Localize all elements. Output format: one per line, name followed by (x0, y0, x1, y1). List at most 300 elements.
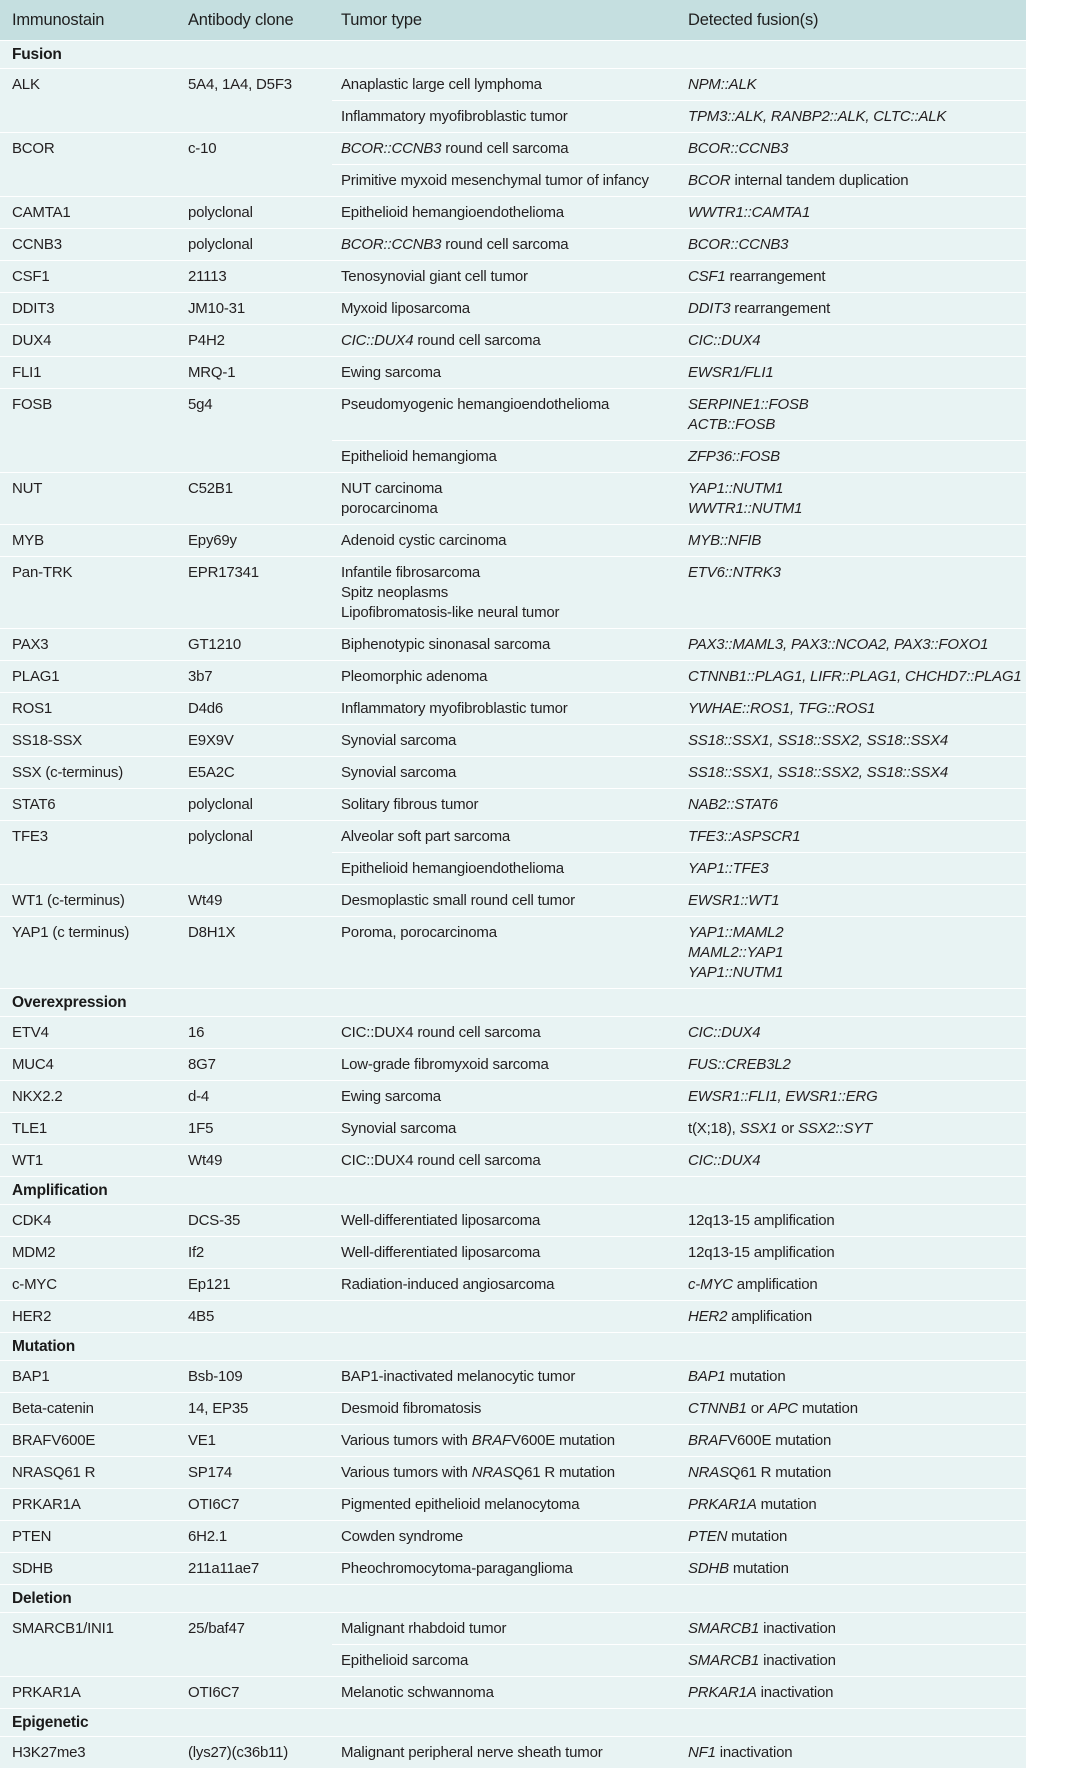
cell-tumor-type (332, 1489, 679, 1520)
cell-tumor-type (332, 1113, 679, 1144)
tumor-fusion-row (332, 1521, 1026, 1552)
tumor-fusion-group (332, 1145, 1026, 1176)
cell-immunostain: FOSB (12, 396, 53, 413)
cell-detected-fusion (679, 1237, 1026, 1268)
tumor-fusion-row (332, 1145, 1026, 1176)
tumor-fusion-group (332, 69, 1026, 132)
tumor-fusion-row (332, 100, 1026, 132)
tumor-fusion-group (332, 1017, 1026, 1048)
fusion-line: SERPINE1::FOSB (688, 396, 809, 413)
cell-immunostain: STAT6 (12, 796, 56, 813)
cell-immunostain: HER2 (12, 1308, 52, 1325)
tumor-line: Solitary fibrous tumor (341, 796, 479, 813)
tumor-fusion-row (332, 1049, 1026, 1080)
cell-antibody-clone: D8H1X (188, 924, 236, 941)
tumor-line: Various tumors with NRASQ61 R mutation (341, 1464, 615, 1481)
fusion-line: TFE3::ASPSCR1 (688, 828, 801, 845)
tumor-line: Synovial sarcoma (341, 764, 457, 781)
tumor-fusion-row (332, 917, 1026, 988)
table-body (0, 40, 1026, 1768)
fusion-line: TPM3::ALK, RANBP2::ALK, CLTC::ALK (688, 108, 947, 125)
fusion-line: NRASQ61 R mutation (688, 1464, 832, 1481)
cell-detected-fusion (679, 1017, 1026, 1048)
tumor-fusion-row (332, 1677, 1026, 1708)
table-row (0, 1612, 1026, 1676)
cell-tumor-type (332, 1205, 679, 1236)
tumor-fusion-row (332, 821, 1026, 852)
cell-antibody-clone: 211a11ae7 (188, 1560, 260, 1577)
table-row (0, 524, 1026, 556)
tumor-fusion-group (332, 1677, 1026, 1708)
tumor-line: Myxoid liposarcoma (341, 300, 470, 317)
tumor-fusion-row (332, 1613, 1026, 1644)
tumor-line: Epithelioid hemangioendothelioma (341, 860, 564, 877)
table-row (0, 1736, 1026, 1768)
tumor-fusion-row (332, 693, 1026, 724)
table-row (0, 660, 1026, 692)
tumor-fusion-group (332, 1521, 1026, 1552)
cell-immunostain: TFE3 (12, 828, 48, 845)
tumor-line: Various tumors with BRAFV600E mutation (341, 1432, 615, 1449)
cell-tumor-type (332, 69, 679, 100)
cell-antibody-clone: 6H2.1 (188, 1528, 228, 1545)
tumor-line: porocarcinoma (341, 500, 438, 517)
cell-tumor-type (332, 1425, 679, 1456)
cell-tumor-type (332, 1737, 679, 1768)
tumor-fusion-group (332, 757, 1026, 788)
cell-detected-fusion (679, 757, 1026, 788)
section-heading: Mutation (0, 1332, 1026, 1360)
cell-immunostain: MUC4 (12, 1056, 54, 1073)
tumor-fusion-row (332, 1361, 1026, 1392)
table-row (0, 1552, 1026, 1584)
tumor-fusion-row (332, 133, 1026, 164)
header-detected-fusions: Detected fusion(s) (688, 10, 819, 29)
tumor-fusion-row (332, 629, 1026, 660)
cell-detected-fusion (679, 1521, 1026, 1552)
tumor-line: Synovial sarcoma (341, 732, 457, 749)
tumor-line: Malignant rhabdoid tumor (341, 1620, 507, 1637)
cell-immunostain: CSF1 (12, 268, 50, 285)
cell-antibody-clone: Wt49 (188, 1152, 223, 1169)
fusion-line: YAP1::NUTM1 (688, 964, 784, 981)
fusion-line: SDHB mutation (688, 1560, 789, 1577)
cell-tumor-type (332, 1301, 679, 1332)
cell-detected-fusion (679, 1425, 1026, 1456)
fusion-line: PRKAR1A inactivation (688, 1684, 834, 1701)
table-row (0, 388, 1026, 472)
table-row (0, 260, 1026, 292)
cell-antibody-clone: SP174 (188, 1464, 233, 1481)
table-row (0, 1300, 1026, 1332)
cell-detected-fusion (679, 1269, 1026, 1300)
table-row (0, 1424, 1026, 1456)
cell-detected-fusion (679, 885, 1026, 916)
fusion-line: 12q13-15 amplification (688, 1212, 835, 1229)
cell-antibody-clone: c-10 (188, 140, 217, 157)
tumor-fusion-group (332, 229, 1026, 260)
cell-antibody-clone: 5A4, 1A4, D5F3 (188, 76, 292, 93)
fusion-line: t(X;18), SSX1 or SSX2::SYT (688, 1120, 873, 1137)
table-row (0, 820, 1026, 884)
tumor-fusion-group (332, 473, 1026, 524)
tumor-fusion-row (332, 261, 1026, 292)
tumor-line: Tenosynovial giant cell tumor (341, 268, 528, 285)
cell-tumor-type (332, 1237, 679, 1268)
tumor-fusion-row (332, 389, 1026, 440)
cell-antibody-clone: 3b7 (188, 668, 213, 685)
cell-immunostain: c-MYC (12, 1276, 57, 1293)
tumor-fusion-row (332, 1269, 1026, 1300)
tumor-fusion-row (332, 725, 1026, 756)
cell-immunostain: PAX3 (12, 636, 49, 653)
cell-tumor-type (332, 725, 679, 756)
tumor-line: Pseudomyogenic hemangioendothelioma (341, 396, 610, 413)
fusion-line: YAP1::MAML2 (688, 924, 784, 941)
tumor-line: Pigmented epithelioid melanocytoma (341, 1496, 580, 1513)
cell-immunostain: CAMTA1 (12, 204, 71, 221)
fusion-line: CIC::DUX4 (688, 1024, 761, 1041)
cell-immunostain: H3K27me3 (12, 1744, 86, 1761)
cell-detected-fusion (679, 357, 1026, 388)
cell-immunostain: CCNB3 (12, 236, 62, 253)
tumor-line: Cowden syndrome (341, 1528, 464, 1545)
tumor-fusion-group (332, 357, 1026, 388)
cell-tumor-type (332, 525, 679, 556)
cell-detected-fusion (679, 917, 1026, 988)
fusion-line: PRKAR1A mutation (688, 1496, 817, 1513)
tumor-fusion-group (332, 1553, 1026, 1584)
cell-immunostain: FLI1 (12, 364, 42, 381)
tumor-fusion-group (332, 725, 1026, 756)
tumor-line: BCOR::CCNB3 round cell sarcoma (341, 140, 569, 157)
cell-detected-fusion (679, 69, 1026, 100)
tumor-fusion-row (332, 325, 1026, 356)
cell-immunostain: SDHB (12, 1560, 53, 1577)
tumor-fusion-row (332, 229, 1026, 260)
fusion-line: NPM::ALK (688, 76, 757, 93)
cell-detected-fusion (679, 165, 1026, 196)
tumor-fusion-row (332, 852, 1026, 884)
cell-antibody-clone: 14, EP35 (188, 1400, 249, 1417)
table-row (0, 1112, 1026, 1144)
fusion-line: PAX3::MAML3, PAX3::NCOA2, PAX3::FOXO1 (688, 636, 989, 653)
cell-tumor-type (332, 1457, 679, 1488)
cell-detected-fusion (679, 1553, 1026, 1584)
cell-antibody-clone: 16 (188, 1024, 205, 1041)
tumor-fusion-group (332, 325, 1026, 356)
tumor-fusion-row (332, 69, 1026, 100)
cell-detected-fusion (679, 1737, 1026, 1768)
fusion-line: FUS::CREB3L2 (688, 1056, 791, 1073)
tumor-fusion-row (332, 164, 1026, 196)
cell-tumor-type (332, 261, 679, 292)
tumor-fusion-group (332, 557, 1026, 628)
cell-detected-fusion (679, 197, 1026, 228)
tumor-fusion-group (332, 629, 1026, 660)
table-row (0, 692, 1026, 724)
tumor-fusion-group (332, 661, 1026, 692)
cell-tumor-type (332, 1613, 679, 1644)
cell-immunostain: WT1 (c-terminus) (12, 892, 125, 909)
tumor-line: Melanotic schwannoma (341, 1684, 494, 1701)
cell-tumor-type (332, 441, 679, 472)
cell-detected-fusion (679, 1613, 1026, 1644)
cell-tumor-type (332, 1553, 679, 1584)
fusion-line: ACTB::FOSB (688, 416, 776, 433)
cell-immunostain: Beta-catenin (12, 1400, 94, 1417)
cell-antibody-clone: Ep121 (188, 1276, 231, 1293)
cell-detected-fusion (679, 1457, 1026, 1488)
tumor-fusion-group (332, 1301, 1026, 1332)
cell-tumor-type (332, 1081, 679, 1112)
header-antibody-clone: Antibody clone (188, 10, 294, 29)
tumor-fusion-group (332, 1237, 1026, 1268)
table-row (0, 916, 1026, 988)
tumor-fusion-row (332, 525, 1026, 556)
cell-immunostain: SSX (c-terminus) (12, 764, 123, 781)
fusion-line: HER2 amplification (688, 1308, 812, 1325)
tumor-fusion-group (332, 1269, 1026, 1300)
tumor-line: Epithelioid hemangioendothelioma (341, 204, 564, 221)
tumor-line: Primitive myxoid mesenchymal tumor of infancy (341, 172, 649, 189)
cell-tumor-type (332, 917, 679, 988)
cell-immunostain: SS18-SSX (12, 732, 83, 749)
cell-detected-fusion (679, 389, 1026, 440)
section-heading: Fusion (0, 40, 1026, 68)
cell-antibody-clone: 5g4 (188, 396, 213, 413)
cell-immunostain: BAP1 (12, 1368, 50, 1385)
cell-immunostain: ALK (12, 76, 40, 93)
tumor-fusion-row (332, 885, 1026, 916)
cell-detected-fusion (679, 821, 1026, 852)
cell-tumor-type (332, 325, 679, 356)
cell-immunostain: NRASQ61 R (12, 1464, 96, 1481)
table-row (0, 1676, 1026, 1708)
tumor-fusion-row (332, 1205, 1026, 1236)
tumor-line: Pleomorphic adenoma (341, 668, 488, 685)
fusion-line: NF1 inactivation (688, 1744, 793, 1761)
fusion-line: BCOR::CCNB3 (688, 140, 789, 157)
cell-tumor-type (332, 557, 679, 628)
cell-tumor-type (332, 1049, 679, 1080)
table-row (0, 1268, 1026, 1300)
cell-immunostain: ETV4 (12, 1024, 49, 1041)
cell-tumor-type (332, 1645, 679, 1676)
tumor-line: CIC::DUX4 round cell sarcoma (341, 332, 541, 349)
tumor-fusion-group (332, 293, 1026, 324)
tumor-line: Ewing sarcoma (341, 1088, 441, 1105)
cell-detected-fusion (679, 1645, 1026, 1676)
tumor-line: Biphenotypic sinonasal sarcoma (341, 636, 551, 653)
tumor-line: Lipofibromatosis-like neural tumor (341, 604, 560, 621)
tumor-fusion-row (332, 661, 1026, 692)
tumor-fusion-group (332, 821, 1026, 884)
tumor-line: BCOR::CCNB3 round cell sarcoma (341, 236, 569, 253)
cell-immunostain: WT1 (12, 1152, 44, 1169)
tumor-fusion-group (332, 1489, 1026, 1520)
fusion-line: BCOR internal tandem duplication (688, 172, 909, 189)
cell-immunostain: Pan-TRK (12, 564, 73, 581)
cell-antibody-clone: 1F5 (188, 1120, 214, 1137)
cell-tumor-type (332, 165, 679, 196)
table-row (0, 472, 1026, 524)
cell-immunostain: PTEN (12, 1528, 52, 1545)
cell-tumor-type (332, 197, 679, 228)
tumor-fusion-row (332, 1017, 1026, 1048)
cell-detected-fusion (679, 1393, 1026, 1424)
fusion-line: BRAFV600E mutation (688, 1432, 832, 1449)
cell-immunostain: PRKAR1A (12, 1684, 81, 1701)
tumor-fusion-row (332, 789, 1026, 820)
tumor-fusion-row (332, 440, 1026, 472)
cell-detected-fusion (679, 1361, 1026, 1392)
cell-immunostain: DUX4 (12, 332, 52, 349)
table-row (0, 1488, 1026, 1520)
table-row (0, 324, 1026, 356)
tumor-fusion-group (332, 261, 1026, 292)
tumor-fusion-row (332, 357, 1026, 388)
fusion-line: ETV6::NTRK3 (688, 564, 781, 581)
cell-antibody-clone: GT1210 (188, 636, 241, 653)
cell-detected-fusion (679, 1081, 1026, 1112)
fusion-line: EWSR1::WT1 (688, 892, 780, 909)
fusion-line: SS18::SSX1, SS18::SSX2, SS18::SSX4 (688, 764, 949, 781)
cell-detected-fusion (679, 525, 1026, 556)
tumor-fusion-row (332, 1393, 1026, 1424)
cell-antibody-clone: Wt49 (188, 892, 223, 909)
cell-detected-fusion (679, 725, 1026, 756)
tumor-fusion-row (332, 1489, 1026, 1520)
cell-detected-fusion (679, 789, 1026, 820)
cell-detected-fusion (679, 261, 1026, 292)
cell-detected-fusion (679, 629, 1026, 660)
tumor-fusion-row (332, 1081, 1026, 1112)
cell-detected-fusion (679, 441, 1026, 472)
cell-tumor-type (332, 1361, 679, 1392)
table-header (0, 0, 1026, 40)
cell-immunostain: MDM2 (12, 1244, 56, 1261)
fusion-line: NAB2::STAT6 (688, 796, 778, 813)
section-heading: Epigenetic (0, 1708, 1026, 1736)
table-row (0, 788, 1026, 820)
cell-tumor-type (332, 229, 679, 260)
cell-tumor-type (332, 1393, 679, 1424)
tumor-line: Spitz neoplasms (341, 584, 449, 601)
cell-tumor-type (332, 389, 679, 440)
fusion-line: EWSR1::FLI1, EWSR1::ERG (688, 1088, 878, 1105)
cell-tumor-type (332, 133, 679, 164)
tumor-fusion-group (332, 1613, 1026, 1676)
cell-antibody-clone: Epy69y (188, 532, 237, 549)
cell-tumor-type (332, 661, 679, 692)
cell-tumor-type (332, 853, 679, 884)
fusion-line: CIC::DUX4 (688, 1152, 761, 1169)
tumor-fusion-group (332, 885, 1026, 916)
tumor-fusion-row (332, 1425, 1026, 1456)
cell-tumor-type (332, 1017, 679, 1048)
tumor-fusion-row (332, 557, 1026, 628)
tumor-line: Desmoplastic small round cell tumor (341, 892, 575, 909)
tumor-fusion-group (332, 1049, 1026, 1080)
cell-immunostain: NUT (12, 480, 43, 497)
cell-antibody-clone: EPR17341 (188, 564, 259, 581)
tumor-fusion-group (332, 525, 1026, 556)
cell-immunostain: CDK4 (12, 1212, 52, 1229)
tumor-fusion-group (332, 1393, 1026, 1424)
fusion-line: 12q13-15 amplification (688, 1244, 835, 1261)
table-row (0, 356, 1026, 388)
cell-immunostain: DDIT3 (12, 300, 55, 317)
cell-detected-fusion (679, 1301, 1026, 1332)
cell-tumor-type (332, 293, 679, 324)
tumor-fusion-row (332, 473, 1026, 524)
cell-detected-fusion (679, 133, 1026, 164)
fusion-line: WWTR1::CAMTA1 (688, 204, 811, 221)
tumor-line: Epithelioid hemangioma (341, 448, 497, 465)
fusion-line: BCOR::CCNB3 (688, 236, 789, 253)
fusion-line: ZFP36::FOSB (688, 448, 780, 465)
cell-tumor-type (332, 629, 679, 660)
table-row (0, 556, 1026, 628)
tumor-line: CIC::DUX4 round cell sarcoma (341, 1024, 541, 1041)
tumor-line: Anaplastic large cell lymphoma (341, 76, 542, 93)
tumor-fusion-row (332, 1301, 1026, 1332)
fusion-line: SS18::SSX1, SS18::SSX2, SS18::SSX4 (688, 732, 949, 749)
cell-antibody-clone: If2 (188, 1244, 205, 1261)
tumor-fusion-group (332, 789, 1026, 820)
tumor-fusion-group (332, 1113, 1026, 1144)
table-row (0, 884, 1026, 916)
cell-tumor-type (332, 101, 679, 132)
cell-detected-fusion (679, 693, 1026, 724)
tumor-line: CIC::DUX4 round cell sarcoma (341, 1152, 541, 1169)
cell-detected-fusion (679, 1205, 1026, 1236)
cell-detected-fusion (679, 853, 1026, 884)
cell-tumor-type (332, 1269, 679, 1300)
cell-antibody-clone: D4d6 (188, 700, 224, 717)
cell-tumor-type (332, 885, 679, 916)
cell-immunostain: NKX2.2 (12, 1088, 63, 1105)
fusion-line: MYB::NFIB (688, 532, 762, 549)
tumor-fusion-group (332, 1205, 1026, 1236)
tumor-fusion-row (332, 1237, 1026, 1268)
tumor-fusion-group (332, 1361, 1026, 1392)
tumor-fusion-row (332, 1113, 1026, 1144)
tumor-fusion-group (332, 133, 1026, 196)
table-row (0, 1204, 1026, 1236)
cell-antibody-clone: (lys27)(c36b11) (188, 1744, 289, 1761)
cell-tumor-type (332, 357, 679, 388)
tumor-line: Malignant peripheral nerve sheath tumor (341, 1744, 603, 1761)
table-row (0, 1016, 1026, 1048)
tumor-fusion-row (332, 197, 1026, 228)
fusion-line: SMARCB1 inactivation (688, 1620, 836, 1637)
table-row (0, 1080, 1026, 1112)
fusion-line: YAP1::NUTM1 (688, 480, 784, 497)
fusion-line: WWTR1::NUTM1 (688, 500, 803, 517)
table-row (0, 68, 1026, 132)
header-tumor-type: Tumor type (341, 10, 422, 29)
cell-immunostain: ROS1 (12, 700, 53, 717)
tumor-fusion-group (332, 197, 1026, 228)
fusion-line: PTEN mutation (688, 1528, 788, 1545)
cell-immunostain: MYB (12, 532, 44, 549)
cell-detected-fusion (679, 1677, 1026, 1708)
tumor-line: Ewing sarcoma (341, 364, 441, 381)
cell-detected-fusion (679, 661, 1026, 692)
cell-tumor-type (332, 693, 679, 724)
